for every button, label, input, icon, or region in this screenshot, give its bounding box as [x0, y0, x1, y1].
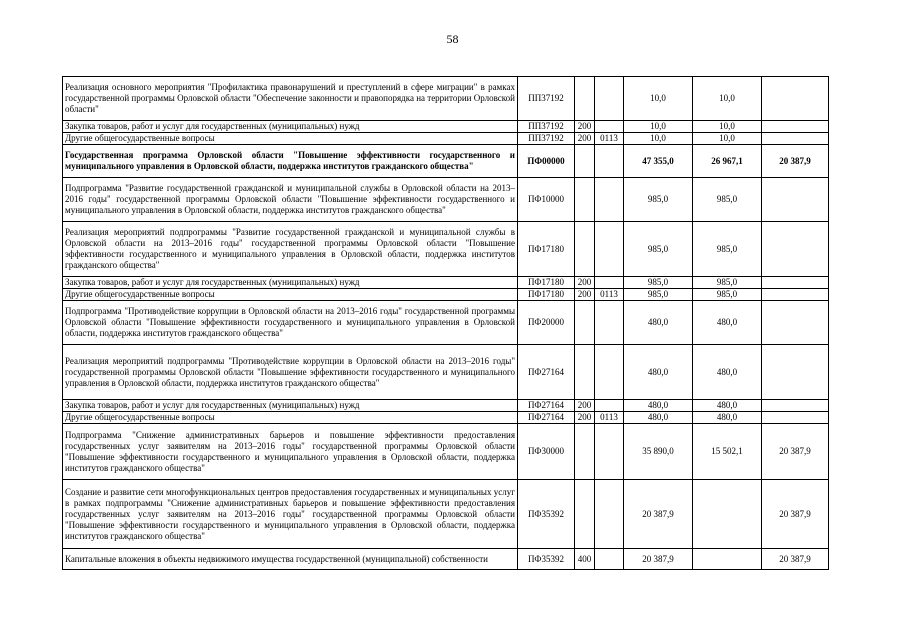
cell-amount-regional: 985,0: [693, 289, 762, 301]
cell-amount-total: 35 890,0: [624, 424, 693, 480]
cell-amount-total: 480,0: [624, 345, 693, 400]
cell-amount-total: 20 387,9: [624, 549, 693, 570]
cell-target-article: ПФ17180: [518, 222, 575, 277]
table-row: [63, 289, 829, 301]
cell-name: Подпрограмма "Противодействие коррупции в Орловской области на 2013–2016 годы" государственной программы Орловской области "Повышение эффективности государственного и муниципального управления в Орловской области, поддержка институтов гражданского общества": [63, 301, 518, 345]
cell-expense-type: [575, 178, 595, 222]
cell-section: [595, 400, 624, 412]
cell-amount-regional: 480,0: [693, 412, 762, 424]
cell-amount-total: 480,0: [624, 412, 693, 424]
cell-expense-type: [575, 424, 595, 480]
cell-name: Закупка товаров, работ и услуг для государственных (муниципальных) нужд: [63, 277, 518, 289]
cell-expense-type: 200: [575, 277, 595, 289]
cell-amount-federal: [762, 412, 829, 424]
cell-expense-type: [575, 301, 595, 345]
cell-name: Реализация основного мероприятия "Профилактика правонарушений и преступлений в сфере миграции" в рамках государственной программы Орловской области "Обеспечение законности и правопорядка на территории Орловской области": [63, 77, 518, 121]
cell-expense-type: 200: [575, 289, 595, 301]
cell-amount-total: 20 387,9: [624, 480, 693, 549]
cell-target-article: ПП37192: [518, 77, 575, 121]
page-number: 58: [446, 32, 459, 46]
cell-section: [595, 480, 624, 549]
table-row: [63, 145, 829, 178]
table-row: [63, 400, 829, 412]
table-row: [63, 121, 829, 133]
table-row: [63, 549, 829, 570]
cell-expense-type: [575, 345, 595, 400]
cell-expense-type: [575, 222, 595, 277]
cell-amount-federal: [762, 222, 829, 277]
cell-amount-regional: 480,0: [693, 400, 762, 412]
cell-expense-type: 200: [575, 133, 595, 145]
cell-amount-total: 480,0: [624, 400, 693, 412]
cell-name: Государственная программа Орловской области "Повышение эффективности государственного и муниципального управления в Орловской области, поддержка институтов гражданского общества": [63, 145, 518, 178]
table-body: [63, 77, 829, 570]
cell-amount-regional: [693, 549, 762, 570]
cell-section: [595, 77, 624, 121]
table-row: [63, 345, 829, 400]
cell-target-article: ПФ17180: [518, 277, 575, 289]
cell-section: 0113: [595, 133, 624, 145]
cell-name: Капитальные вложения в объекты недвижимого имущества государственной (муниципальной) собственности: [63, 549, 518, 570]
cell-amount-regional: [693, 480, 762, 549]
cell-target-article: ПФ00000: [518, 145, 575, 178]
cell-amount-total: 985,0: [624, 222, 693, 277]
cell-amount-total: 480,0: [624, 301, 693, 345]
cell-amount-total: 10,0: [624, 121, 693, 133]
cell-section: [595, 178, 624, 222]
cell-amount-regional: 15 502,1: [693, 424, 762, 480]
cell-amount-federal: [762, 289, 829, 301]
cell-expense-type: [575, 77, 595, 121]
cell-target-article: ПП37192: [518, 121, 575, 133]
cell-amount-total: 985,0: [624, 277, 693, 289]
cell-amount-regional: 10,0: [693, 121, 762, 133]
cell-amount-regional: 985,0: [693, 222, 762, 277]
cell-amount-federal: [762, 400, 829, 412]
cell-section: [595, 145, 624, 178]
cell-section: [595, 345, 624, 400]
cell-amount-total: 47 355,0: [624, 145, 693, 178]
cell-expense-type: 200: [575, 412, 595, 424]
cell-target-article: ПП37192: [518, 133, 575, 145]
cell-section: [595, 549, 624, 570]
table-row: [63, 480, 829, 549]
cell-amount-federal: 20 387,9: [762, 145, 829, 178]
cell-expense-type: [575, 480, 595, 549]
cell-amount-federal: [762, 277, 829, 289]
cell-section: 0113: [595, 289, 624, 301]
cell-amount-total: 985,0: [624, 289, 693, 301]
cell-expense-type: 200: [575, 400, 595, 412]
cell-amount-regional: 26 967,1: [693, 145, 762, 178]
cell-target-article: ПФ10000: [518, 178, 575, 222]
cell-amount-federal: [762, 178, 829, 222]
cell-section: [595, 121, 624, 133]
cell-name: Закупка товаров, работ и услуг для государственных (муниципальных) нужд: [63, 121, 518, 133]
cell-name: Другие общегосударственные вопросы: [63, 133, 518, 145]
table-row: [63, 133, 829, 145]
table-row: [63, 277, 829, 289]
cell-target-article: ПФ27164: [518, 400, 575, 412]
cell-amount-federal: [762, 121, 829, 133]
cell-amount-regional: 10,0: [693, 133, 762, 145]
cell-amount-regional: 985,0: [693, 178, 762, 222]
cell-name: Другие общегосударственные вопросы: [63, 412, 518, 424]
budget-table: [62, 76, 829, 570]
cell-name: Закупка товаров, работ и услуг для государственных (муниципальных) нужд: [63, 400, 518, 412]
cell-target-article: ПФ35392: [518, 480, 575, 549]
cell-target-article: ПФ27164: [518, 345, 575, 400]
cell-expense-type: [575, 145, 595, 178]
cell-expense-type: 200: [575, 121, 595, 133]
table-row: [63, 412, 829, 424]
table-row: [63, 222, 829, 277]
cell-expense-type: 400: [575, 549, 595, 570]
cell-name: Реализация мероприятий подпрограммы "Развитие государственной гражданской и муниципальной службы в Орловской области на 2013–2016 годы" государственной программы Орловской области "Повышение эффективности государственного и муниципального управления в Орловской области, поддержка институтов гражданского общества": [63, 222, 518, 277]
cell-amount-total: 10,0: [624, 133, 693, 145]
cell-amount-regional: 10,0: [693, 77, 762, 121]
cell-amount-regional: 985,0: [693, 277, 762, 289]
cell-section: [595, 301, 624, 345]
cell-amount-regional: 480,0: [693, 345, 762, 400]
cell-target-article: ПФ17180: [518, 289, 575, 301]
cell-target-article: ПФ20000: [518, 301, 575, 345]
cell-target-article: ПФ27164: [518, 412, 575, 424]
cell-section: [595, 277, 624, 289]
table-row: [63, 424, 829, 480]
cell-amount-federal: [762, 301, 829, 345]
cell-amount-federal: [762, 77, 829, 121]
cell-section: 0113: [595, 412, 624, 424]
cell-name: Подпрограмма "Развитие государственной гражданской и муниципальной службы в Орловской области на 2013–2016 годы" государственной программы Орловской области "Повышение эффективности государственного и муниципального управления в Орловской области, поддержка институтов гражданского общества": [63, 178, 518, 222]
cell-name: Создание и развитие сети многофункциональных центров предоставления государственных и муниципальных услуг в рамках подпрограммы "Снижение административных барьеров и повышение эффективности предоставления государственных услуг заявителям на 2013–2016 годы" государственной программы Орловской области "Повышение эффективности государственного и муниципального управления в Орловской области, поддержка институтов гражданского общества": [63, 480, 518, 549]
cell-section: [595, 424, 624, 480]
cell-target-article: ПФ35392: [518, 549, 575, 570]
cell-amount-federal: [762, 133, 829, 145]
cell-amount-total: 10,0: [624, 77, 693, 121]
cell-amount-federal: [762, 345, 829, 400]
cell-section: [595, 222, 624, 277]
table-row: [63, 301, 829, 345]
cell-amount-regional: 480,0: [693, 301, 762, 345]
table-row: [63, 178, 829, 222]
cell-name: Другие общегосударственные вопросы: [63, 289, 518, 301]
cell-amount-federal: 20 387,9: [762, 480, 829, 549]
cell-name: Подпрограмма "Снижение административных барьеров и повышение эффективности предоставления государственных услуг заявителям на 2013–2016 годы" государственной программы Орловской области "Повышение эффективности государственного и муниципального управления в Орловской области, поддержка институтов гражданского общества": [63, 424, 518, 480]
cell-amount-federal: 20 387,9: [762, 424, 829, 480]
cell-name: Реализация мероприятий подпрограммы "Противодействие коррупции в Орловской области на 2013–2016 годы" государственной программы Орловской области "Повышение эффективности государственного и муниципального управления в Орловской области, поддержка институтов гражданского общества": [63, 345, 518, 400]
cell-amount-federal: 20 387,9: [762, 549, 829, 570]
table-row: [63, 77, 829, 121]
cell-amount-total: 985,0: [624, 178, 693, 222]
cell-target-article: ПФ30000: [518, 424, 575, 480]
